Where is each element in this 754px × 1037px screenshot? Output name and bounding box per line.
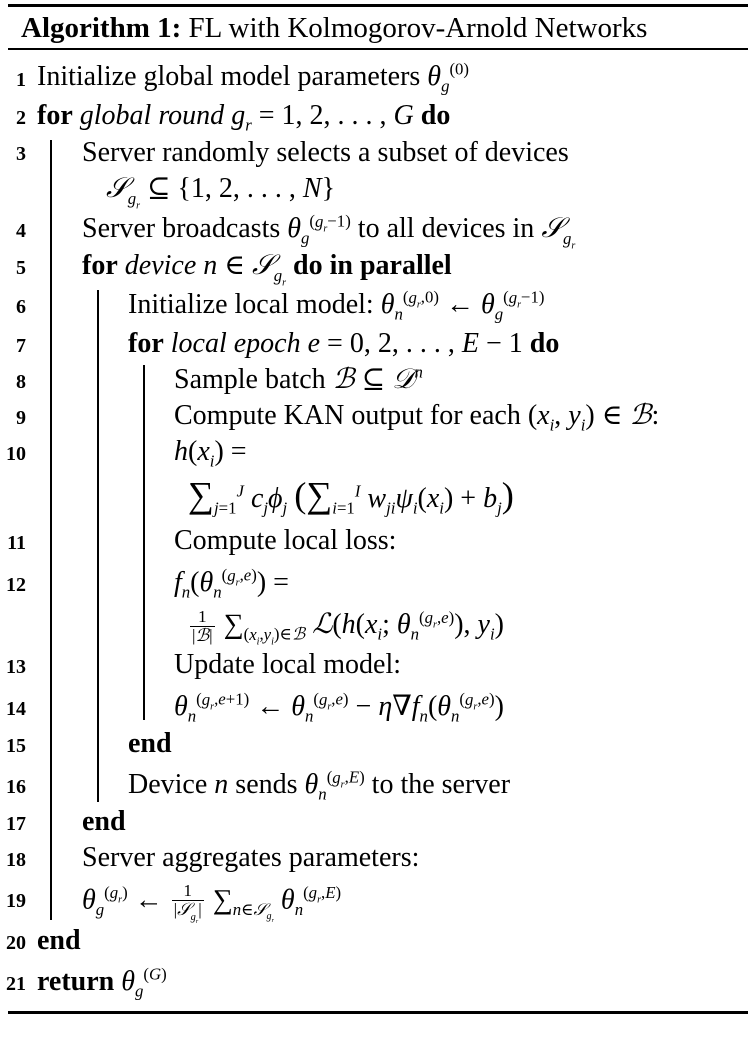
line-number: 3 xyxy=(16,143,26,165)
top-rule xyxy=(8,4,748,7)
line-number: 14 xyxy=(6,698,26,720)
line-21: return $\theta_g^{(G)}$ xyxy=(37,964,167,1001)
line-number: 13 xyxy=(6,656,26,678)
line-number: 6 xyxy=(16,296,26,318)
line-17: end xyxy=(82,806,126,837)
header-rule xyxy=(8,48,748,50)
line-20: end xyxy=(37,925,81,956)
line-number: 11 xyxy=(7,532,26,554)
line-number: 18 xyxy=(6,849,26,871)
line-2: for global round $g_r = 1$, 2, . . . , G do xyxy=(37,100,451,135)
bottom-rule xyxy=(8,1011,748,1014)
algorithm-title xyxy=(21,10,647,46)
line-13: Update local model: xyxy=(174,649,402,680)
line-15: end xyxy=(128,728,172,759)
line-18: Server aggregates parameters: xyxy=(82,842,420,873)
device-loop-bar xyxy=(97,290,99,802)
line-11: Compute local loss: xyxy=(174,525,397,556)
line-number: 16 xyxy=(6,776,26,798)
line-12-cont: $\frac{1}{\text{|ℬ|}}$ $\sum_{(x_i,y_i)\in ℬ}$ $ℒ(h(x_i$; $\theta_n^{(g_r,e)}$), $y_i$) xyxy=(192,607,504,648)
line-1: Initialize global model parameters $\theta_g^{(0)}$ xyxy=(37,59,470,96)
line-number: 15 xyxy=(6,735,26,757)
line-4: Server broadcasts $\theta_g^{(g_r-1)}$ to all devices in 𝒮$_{g_r}$ xyxy=(82,211,576,251)
line-number: 17 xyxy=(6,813,26,835)
line-number: 7 xyxy=(16,335,26,357)
line-14: $\theta_n^{(g_r,e+1)}$ ← $\theta_n^{(g_r,e)} - \eta\nabla f_n(\theta_n^{(g_r,e)})$ xyxy=(174,689,504,726)
line-10-cont: $\sum_{j=1}^J$ $c_j\phi_j$ ($\sum_{i=1}^I$ $w_{ji}\psi_i(x_i) + b_j$) xyxy=(188,475,514,518)
line-number: 10 xyxy=(6,443,26,465)
line-number: 2 xyxy=(16,107,26,129)
line-5: for device n ∈ 𝒮$_{g_r}$ do in parallel xyxy=(82,250,452,288)
line-number: 1 xyxy=(16,69,26,91)
algorithm-name: FL with Kolmogorov-Arnold Networks xyxy=(188,12,648,44)
line-10: $h(x_i)$ = xyxy=(174,436,247,471)
line-number: 12 xyxy=(6,574,26,596)
line-9: Compute KAN output for each ($x_i$, $y_i$) ∈ ℬ: xyxy=(174,400,660,435)
line-number: 5 xyxy=(16,257,26,279)
line-number: 8 xyxy=(16,371,26,393)
line-19: $\theta_g^{(g_r)}$ ← $\frac{1}{|𝒮_{g_r}|}$ $\sum_{n\in 𝒮_{g_r}}$ $\theta_n^{(g_r,E)}$ xyxy=(82,881,342,925)
algorithm-label: Algorithm 1: xyxy=(21,12,182,44)
line-number: 9 xyxy=(16,407,26,429)
line-7: for local epoch e = 0, 2, . . . , E − 1 do xyxy=(128,328,560,359)
line-number: 19 xyxy=(6,890,26,912)
epoch-loop-bar xyxy=(143,365,145,720)
line-number: 20 xyxy=(6,932,26,954)
line-number: 21 xyxy=(6,973,26,995)
line-3: Server randomly selects a subset of devices xyxy=(82,137,569,168)
line-8: Sample batch ℬ ⊆ 𝒟$^n$ xyxy=(174,362,423,395)
line-number: 4 xyxy=(16,220,26,242)
line-16: Device n sends $\theta_n^{(g_r,E)}$ to the server xyxy=(128,767,511,804)
line-12: $f_n(\theta_n^{(g_r,e)})$ = xyxy=(174,565,289,602)
line-6: Initialize local model: $\theta_n^{(g_r,0)}$ ← $\theta_g^{(g_r-1)}$ xyxy=(128,287,545,324)
outer-loop-bar xyxy=(50,140,52,920)
line-3-cont: 𝒮$_{g_r}$ ⊆ {1, 2, . . . , N} xyxy=(106,173,336,211)
